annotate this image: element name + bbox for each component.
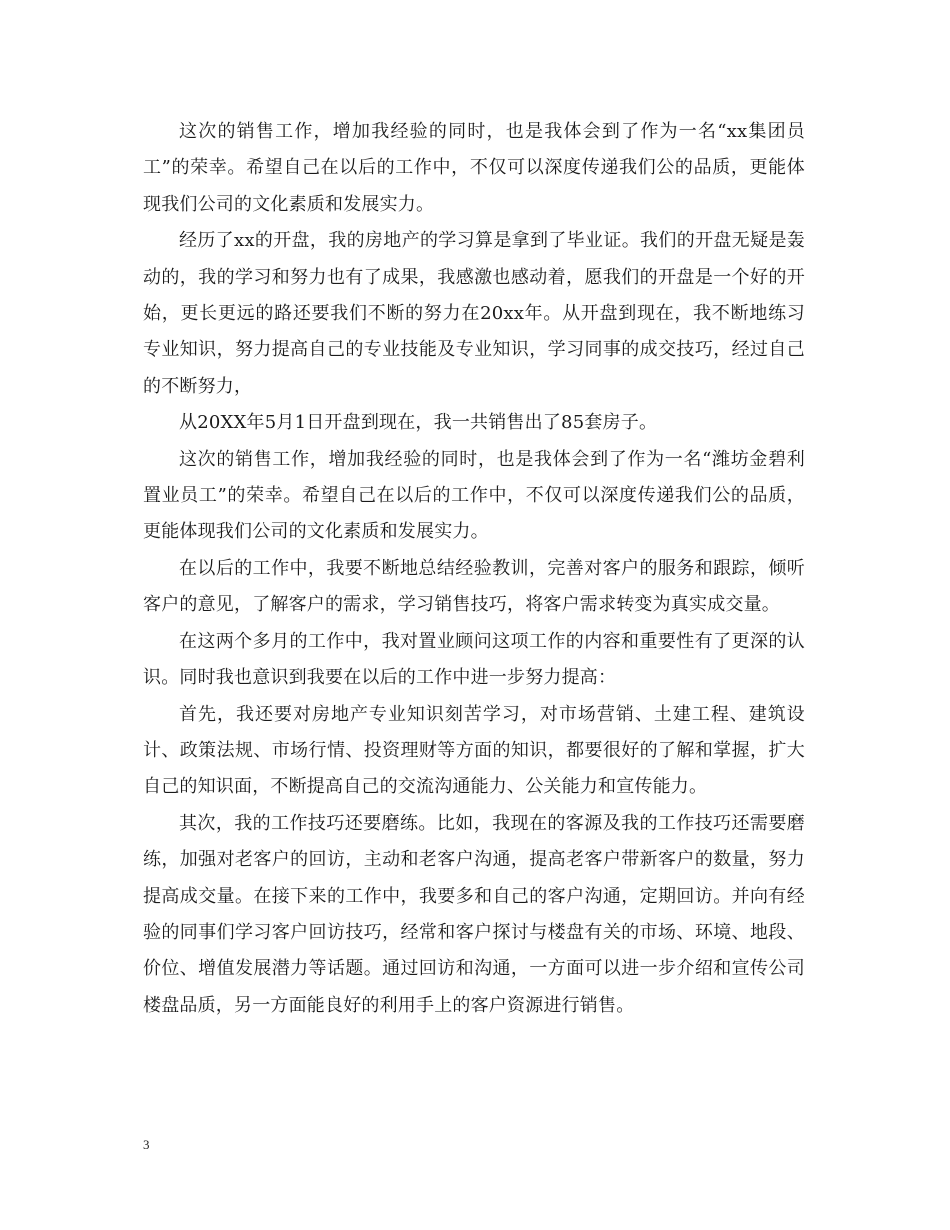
paragraph: 从20XX年5月1日开盘到现在，我一共销售出了85套房子。 <box>179 412 658 434</box>
paragraph: 其次，我的工作技巧还要磨练。比如，我现在的客源及我的工作技巧还需要磨练，加强对老客户的回访，主动和老客户沟通，提高老客户带新客户的数量，努力提高成交量。在接下来的工作中，我要多和自己的客户沟通，定期回访。并向有经验的同事们学习客户回访技巧，经常和客户探讨与楼盘有关的市场、环境、地段、价位、增值发展潜力等话题。通过回访和沟通，一方面可以进一步介绍和宣传公司楼盘品质，另一方面能良好的利用手上的客户资源进行销售。 <box>143 812 805 1016</box>
paragraph: 在以后的工作中，我要不断地总结经验教训，完善对客户的服务和跟踪，倾听客户的意见，了解客户的需求，学习销售技巧，将客户需求转变为真实成交量。 <box>143 557 805 616</box>
paragraph: 这次的销售工作，增加我经验的同时，也是我体会到了作为一名“潍坊金碧利置业员工”的荣幸。希望自己在以后的工作中，不仅可以深度传递我们公的品质，更能体现我们公司的文化素质和发展实力。 <box>143 448 805 543</box>
paragraph: 首先，我还要对房地产专业知识刻苦学习，对市场营销、土建工程、建筑设计、政策法规、市场行情、投资理财等方面的知识，都要很好的了解和掌握，扩大自己的知识面，不断提高自己的交流沟通能力、公关能力和宣传能力。 <box>143 703 805 798</box>
page-number: 3 <box>143 1137 150 1152</box>
paragraph: 经历了xx的开盘，我的房地产的学习算是拿到了毕业证。我们的开盘无疑是轰动的，我的学习和努力也有了成果，我感激也感动着，愿我们的开盘是一个好的开始，更长更远的路还要我们不断的努力在20xx年。从开盘到现在，我不断地练习专业知识，努力提高自己的专业技能及专业知识，学习同事的成交技巧，经过自己的不断努力， <box>143 230 805 397</box>
paragraph: 这次的销售工作，增加我经验的同时，也是我体会到了作为一名“xx集团员工”的荣幸。希望自己在以后的工作中，不仅可以深度传递我们公的品质，更能体现我们公司的文化素质和发展实力。 <box>143 121 805 215</box>
paragraph: 在这两个多月的工作中，我对置业顾问这项工作的内容和重要性有了更深的认识。同时我也意识到我要在以后的工作中进一步努力提高： <box>143 630 805 689</box>
document-body <box>143 114 805 1024</box>
